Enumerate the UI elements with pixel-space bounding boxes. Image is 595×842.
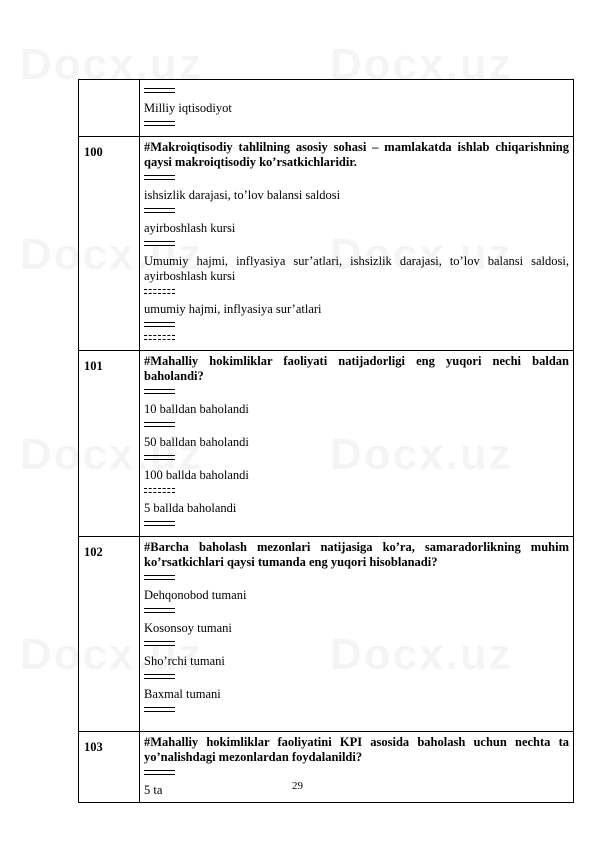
- answer-option: Sho’rchi tumani: [144, 654, 225, 668]
- answer-option: 5 ta: [144, 783, 163, 797]
- answer-option: 100 ballda baholandi: [144, 468, 249, 482]
- answer-option: 10 balldan baholandi: [144, 402, 249, 416]
- question-text: #Barcha baholash mezonlari natijasiga ko’ra, samaradorlikning muhim ko’rsatkichlari qaysi tumanda eng yuqori hisoblanadi?: [144, 540, 569, 569]
- separator: [144, 322, 175, 327]
- question-cell: [140, 351, 574, 537]
- separator: [144, 707, 175, 712]
- separator: [144, 608, 175, 613]
- answer-option: Dehqonobod tumani: [144, 588, 247, 602]
- separator: [144, 770, 175, 775]
- answer-option: ishsizlik darajasi, to’lov balansi saldosi: [144, 188, 341, 202]
- separator: [144, 289, 175, 294]
- separator: [144, 641, 175, 646]
- question-cell: [140, 137, 574, 351]
- question-number: 101: [79, 351, 140, 537]
- question-cell: [140, 80, 574, 137]
- separator: [144, 335, 175, 340]
- answer-option: Umumiy hajmi, inflyasiya sur’atlari, ishsizlik darajasi, to’lov balansi saldosi, ayirboshlash kursi: [144, 254, 569, 283]
- question-table: [78, 79, 574, 803]
- separator: [144, 389, 175, 394]
- separator: [144, 674, 175, 679]
- answer-option: Kosonsoy tumani: [144, 621, 232, 635]
- question-cell: [140, 537, 574, 732]
- separator: [144, 575, 175, 580]
- question-number: 102: [79, 537, 140, 732]
- separator: [144, 175, 175, 180]
- answer-option: Baxmal tumani: [144, 687, 221, 701]
- answer-option: Milliy iqtisodiyot: [144, 101, 232, 115]
- page-number: 29: [292, 780, 303, 792]
- separator: [144, 241, 175, 246]
- question-text: #Mahalliy hokimliklar faoliyatini KPI asosida baholash uchun nechta ta yo’nalishdagi mezonlardan foydalanildi?: [144, 735, 569, 764]
- table-row: [79, 351, 574, 537]
- question-text: #Mahalliy hokimliklar faoliyati natijadorligi eng yuqori nechi baldan baholandi?: [144, 354, 569, 383]
- answer-option: ayirboshlash kursi: [144, 221, 236, 235]
- answer-option: umumiy hajmi, inflyasiya sur’atlari: [144, 302, 322, 316]
- separator: [144, 521, 175, 526]
- question-number: [79, 80, 140, 137]
- answer-option: 5 ballda baholandi: [144, 501, 237, 515]
- separator: [144, 488, 175, 493]
- question-text: #Makroiqtisodiy tahlilning asosiy sohasi – mamlakatda ishlab chiqarishning qaysi makroiqtisodiy ko’rsatkichlaridir.: [144, 140, 569, 169]
- separator: [144, 455, 175, 460]
- question-number: 103: [79, 732, 140, 803]
- answer-option: 50 balldan baholandi: [144, 435, 249, 449]
- table-row: [79, 80, 574, 137]
- separator: [144, 422, 175, 427]
- separator: [144, 88, 175, 93]
- separator: [144, 121, 175, 126]
- table-row: [79, 537, 574, 732]
- separator: [144, 208, 175, 213]
- question-number: 100: [79, 137, 140, 351]
- table-row: [79, 137, 574, 351]
